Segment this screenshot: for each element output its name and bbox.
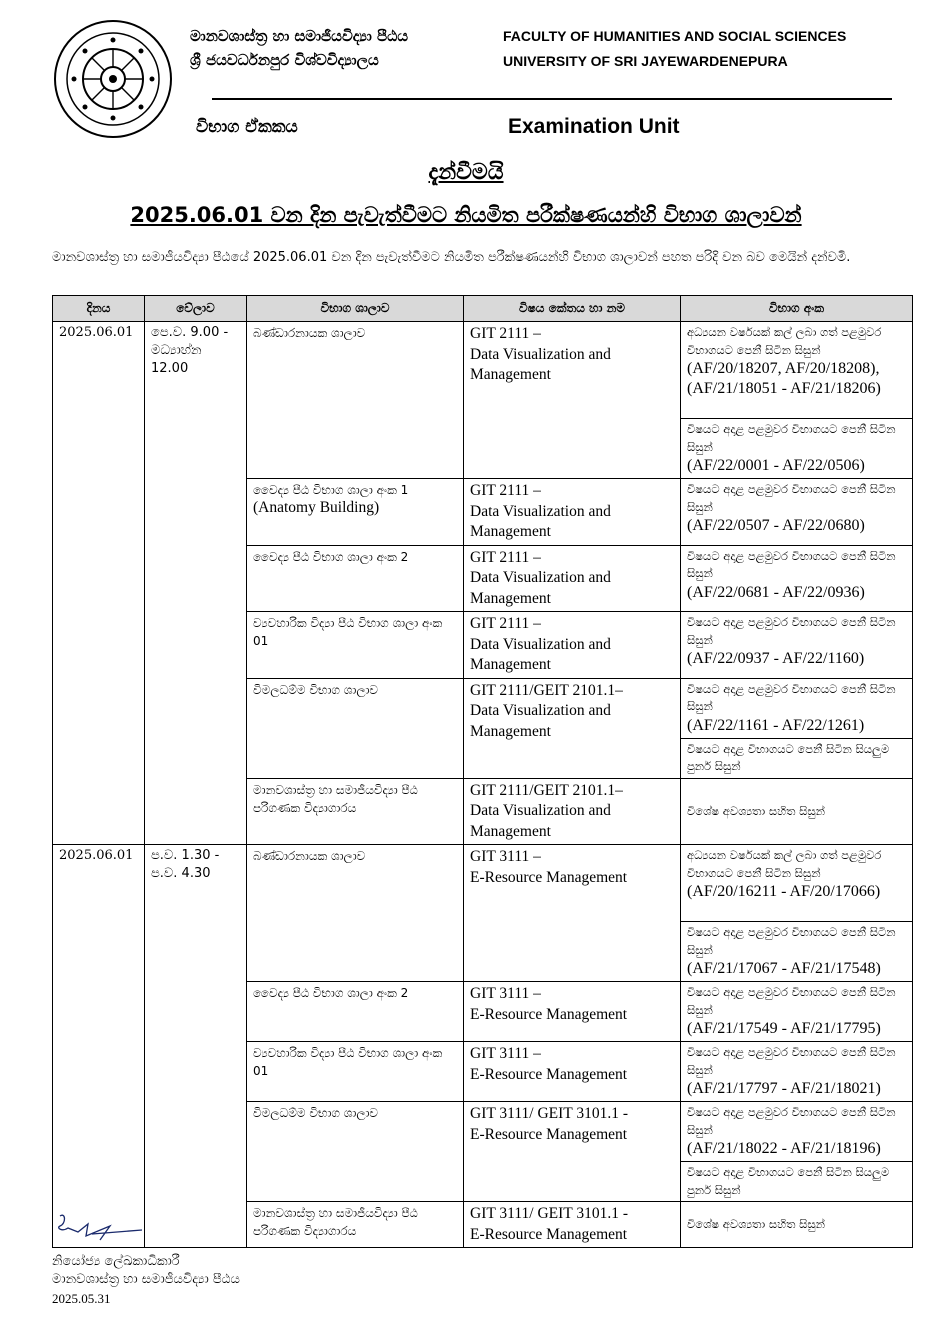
table-row (53, 322, 913, 419)
index-description: විෂයට අදාළ පළමුවර විභාගයට පෙනී සිටින සිසුන් (687, 1045, 896, 1077)
col-header-time: වේලාව (145, 296, 247, 322)
cell-hall (247, 845, 464, 982)
cell-index (681, 1102, 913, 1162)
table-row (53, 845, 913, 922)
subject-name: Data Visualization and Management (470, 502, 611, 540)
cell-hall (247, 545, 464, 612)
col-header-hall: විභාග ශාලාව (247, 296, 464, 322)
subject-name: E-Resource Management (470, 1005, 628, 1023)
cell-subject (464, 322, 681, 479)
cell-hall (247, 1202, 464, 1248)
notice-title: දැන්වීමයි (428, 160, 504, 185)
index-range: (AF/21/17797 - AF/21/18021) (687, 1080, 881, 1097)
index-description: විෂයට අදාළ විභාගයට පෙනී සිටින සියලුම පුනර් සිසුන් (687, 741, 890, 773)
cell-subject (464, 1042, 681, 1102)
index-description: විෂයට අදාළ පළමුවර විභාගයට පෙනී සිටින සිසුන් (687, 615, 896, 647)
index-range: (AF/21/18022 - AF/21/18196) (687, 1140, 881, 1157)
index-range: (AF/22/0937 - AF/22/1160) (687, 650, 865, 667)
cell-subject (464, 982, 681, 1042)
cell-index (681, 1042, 913, 1102)
signatory-title: නියෝජ්‍ය ලේඛකාධිකාරී (52, 1254, 180, 1269)
subject-name: E-Resource Management (470, 868, 628, 886)
unit-title-sinhala: විභාග ඒකකය (196, 117, 298, 137)
notice-subtitle: 2025.06.01 වන දින පැවැත්වීමට නියමිත පරීක්ෂණයන්හි විභාග ශාලාවන් (130, 203, 802, 227)
university-sinhala-line1: මානවශාස්ත්‍ර හා සමාජීයවිද්‍යා පීඨය (190, 27, 409, 45)
cell-subject (464, 845, 681, 982)
exam-hall-table (52, 295, 913, 1248)
subject-name: E-Resource Management (470, 1125, 628, 1143)
hall-name: ව්‍යවහාරික විද්‍යා පීඨ විභාග ශාලා අංක 01 (253, 616, 443, 648)
index-description: විෂයට අදාළ පළමුවර විභාගයට පෙනී සිටින සිසුන් (687, 482, 896, 514)
index-description: විෂයට අදාළ විභාගයට පෙනී සිටින සියලුම පුනර් සිසුන් (687, 1165, 890, 1197)
hall-name: ව්‍යවහාරික විද්‍යා පීඨ විභාග ශාලා අංක 01 (253, 1046, 443, 1078)
hall-name: වෛද්‍ය පීඨ විභාග ශාලා අංක 1 (253, 483, 409, 497)
subject-code: GIT 3111 – (470, 1045, 541, 1062)
subject-name: Data Visualization and Management (470, 569, 611, 607)
cell-subject (464, 479, 681, 546)
subject-code: GIT 2111 – (470, 482, 541, 499)
cell-index (681, 612, 913, 679)
cell-index (681, 982, 913, 1042)
cell-index (681, 1162, 913, 1202)
cell-subject (464, 778, 681, 845)
cell-hall (247, 778, 464, 845)
hall-name: වෛද්‍ය පීඨ විභාග ශාලා අංක 2 (253, 986, 409, 1000)
subject-code: GIT 2111 – (470, 548, 541, 566)
index-description: අධ්‍යයන වර්ෂයක් කල් ලබා ගත් පළමුවර විභාගයට පෙනී සිටින සිසුන් (687, 848, 882, 880)
signature-date: 2025.05.31 (52, 1291, 111, 1306)
subject-code: GIT 2111/GEIT 2101.1– (470, 681, 623, 699)
cell-index (681, 1202, 913, 1248)
cell-subject (464, 1202, 681, 1248)
subject-code: GIT 2111/GEIT 2101.1– (470, 781, 623, 799)
index-description: විෂයට අදාළ පළමුවර විභාගයට පෙනී සිටින සිසුන් (687, 925, 896, 957)
index-range: (AF/22/0507 - AF/22/0680) (687, 517, 865, 534)
index-description: විෂයට අදාළ පළමුවර විභාගයට පෙනී සිටින සිසුන් (687, 548, 896, 580)
index-range: (AF/20/16211 - AF/20/17066) (687, 883, 881, 900)
hall-name: වෛද්‍ය පීඨ විභාග ශාලා අංක 2 (253, 549, 409, 564)
subject-name: Data Visualization and Management (470, 702, 611, 740)
cell-date: 2025.06.01 (53, 845, 145, 1248)
university-english-line1: FACULTY OF HUMANITIES AND SOCIAL SCIENCES (503, 28, 847, 44)
hall-name: විමලධම්ම විභාග ශාලාව (253, 682, 379, 697)
index-description: විෂයට අදාළ පළමුවර විභාගයට පෙනී සිටින සිසුන් (687, 422, 896, 454)
hall-name: විමලධම්ම විභාග ශාලාව (253, 1106, 379, 1120)
index-range: (AF/22/1161 - AF/22/1261) (687, 716, 865, 734)
subject-code: GIT 2111 – (470, 615, 541, 632)
hall-name: මානවශාස්ත්‍ර හා සමාජීයවිද්‍යා පීඨ පරිගණක විද්‍යාගාරය (253, 1206, 418, 1238)
subject-code: GIT 3111/ GEIT 3101.1 - (470, 1105, 628, 1122)
unit-title-english: Examination Unit (508, 115, 680, 138)
cell-index (681, 845, 913, 922)
cell-hall (247, 1042, 464, 1102)
cell-hall (247, 479, 464, 546)
subject-code: GIT 3111 – (470, 848, 541, 865)
cell-hall (247, 982, 464, 1042)
cell-hall (247, 1102, 464, 1202)
hall-name: බණ්ඩාරනායක ශාලාව (253, 849, 366, 863)
subject-name: Data Visualization and Management (470, 802, 611, 840)
cell-subject (464, 1102, 681, 1202)
university-logo (52, 18, 174, 140)
index-range: (AF/21/17549 - AF/21/17795) (687, 1020, 881, 1037)
cell-subject (464, 612, 681, 679)
hall-name: බණ්ඩාරනායක ශාලාව (253, 326, 366, 340)
index-description: අධ්‍යයන වර්ෂයක් කල් ලබා ගත් පළමුවර විභාගයට පෙනී සිටින සිසුන් (687, 325, 882, 357)
subject-code: GIT 3111/ GEIT 3101.1 - (470, 1205, 628, 1222)
index-description: විෂයට අදාළ පළමුවර විභාගයට පෙනී සිටින සිසුන් (687, 985, 896, 1017)
cell-time: පෙ.ව. 9.00 - මධ්‍යාහ්න 12.00 (145, 322, 247, 845)
hall-name: මානවශාස්ත්‍ර හා සමාජීයවිද්‍යා පීඨ පරිගණක විද්‍යාගාරය (253, 782, 418, 815)
university-english-line2: UNIVERSITY OF SRI JAYEWARDENEPURA (503, 53, 788, 69)
cell-hall (247, 322, 464, 479)
signature (52, 1210, 152, 1246)
cell-hall (247, 612, 464, 679)
index-description: විශේෂ අවශ්‍යතා සහිත සිසුන් (687, 803, 826, 818)
cell-index (681, 479, 913, 546)
subject-code: GIT 3111 – (470, 985, 541, 1002)
index-description: විශේෂ අවශ්‍යතා සහිත සිසුන් (687, 1216, 826, 1231)
cell-subject (464, 678, 681, 778)
col-header-index: විභාග අංක (681, 296, 913, 322)
university-sinhala-line2: ශ්‍රී ජයවර්ධනපුර විශ්වවිද්‍යාලය (190, 51, 379, 69)
cell-subject (464, 545, 681, 612)
cell-index (681, 419, 913, 479)
index-description: විෂයට අදාළ පළමුවර විභාගයට පෙනී සිටින සිසුන් (687, 1105, 896, 1137)
cell-index (681, 778, 913, 845)
subject-name: Data Visualization and Management (470, 635, 611, 673)
index-description: විෂයට අදාළ පළමුවර විභාගයට පෙනී සිටින සිසුන් (687, 681, 896, 713)
index-range: (AF/22/0681 - AF/22/0936) (687, 583, 865, 601)
cell-index (681, 545, 913, 612)
cell-index (681, 322, 913, 419)
index-range: (AF/22/0001 - AF/22/0506) (687, 457, 865, 474)
subject-name: Data Visualization and Management (470, 345, 611, 383)
index-range: (AF/20/18207, AF/20/18208), (AF/21/18051 - AF/21/18206) (687, 360, 881, 397)
cell-index (681, 738, 913, 778)
cell-hall (247, 678, 464, 778)
index-range: (AF/21/17067 - AF/21/17548) (687, 960, 881, 977)
cell-date: 2025.06.01 (53, 322, 145, 845)
intro-paragraph: මානවශාස්ත්‍ර හා සමාජීයවිද්‍යා පීඨයේ 2025.06.01 වන දින පැවැත්වීමට නියමිත පරීක්ෂණයන්හි විභාග ශාලාවන් පහත පරිදි වන බව මෙයින් දන්වමි. (52, 250, 851, 265)
subject-name: E-Resource Management (470, 1225, 628, 1243)
subject-code: GIT 2111 – (470, 325, 541, 342)
header-divider (212, 98, 892, 100)
table-body (53, 322, 913, 1248)
col-header-subject: විෂය කේතය හා නම (464, 296, 681, 322)
hall-note: (Anatomy Building) (253, 499, 380, 516)
col-header-date: දිනය (53, 296, 145, 322)
cell-index (681, 678, 913, 738)
cell-time: ප.ව. 1.30 - ප.ව. 4.30 (145, 845, 247, 1248)
subject-name: E-Resource Management (470, 1065, 628, 1083)
signatory-faculty: මානවශාස්ත්‍ර හා සමාජීයවිද්‍යා පීඨය (52, 1272, 240, 1287)
table-header-row (53, 296, 913, 322)
cell-index (681, 922, 913, 982)
